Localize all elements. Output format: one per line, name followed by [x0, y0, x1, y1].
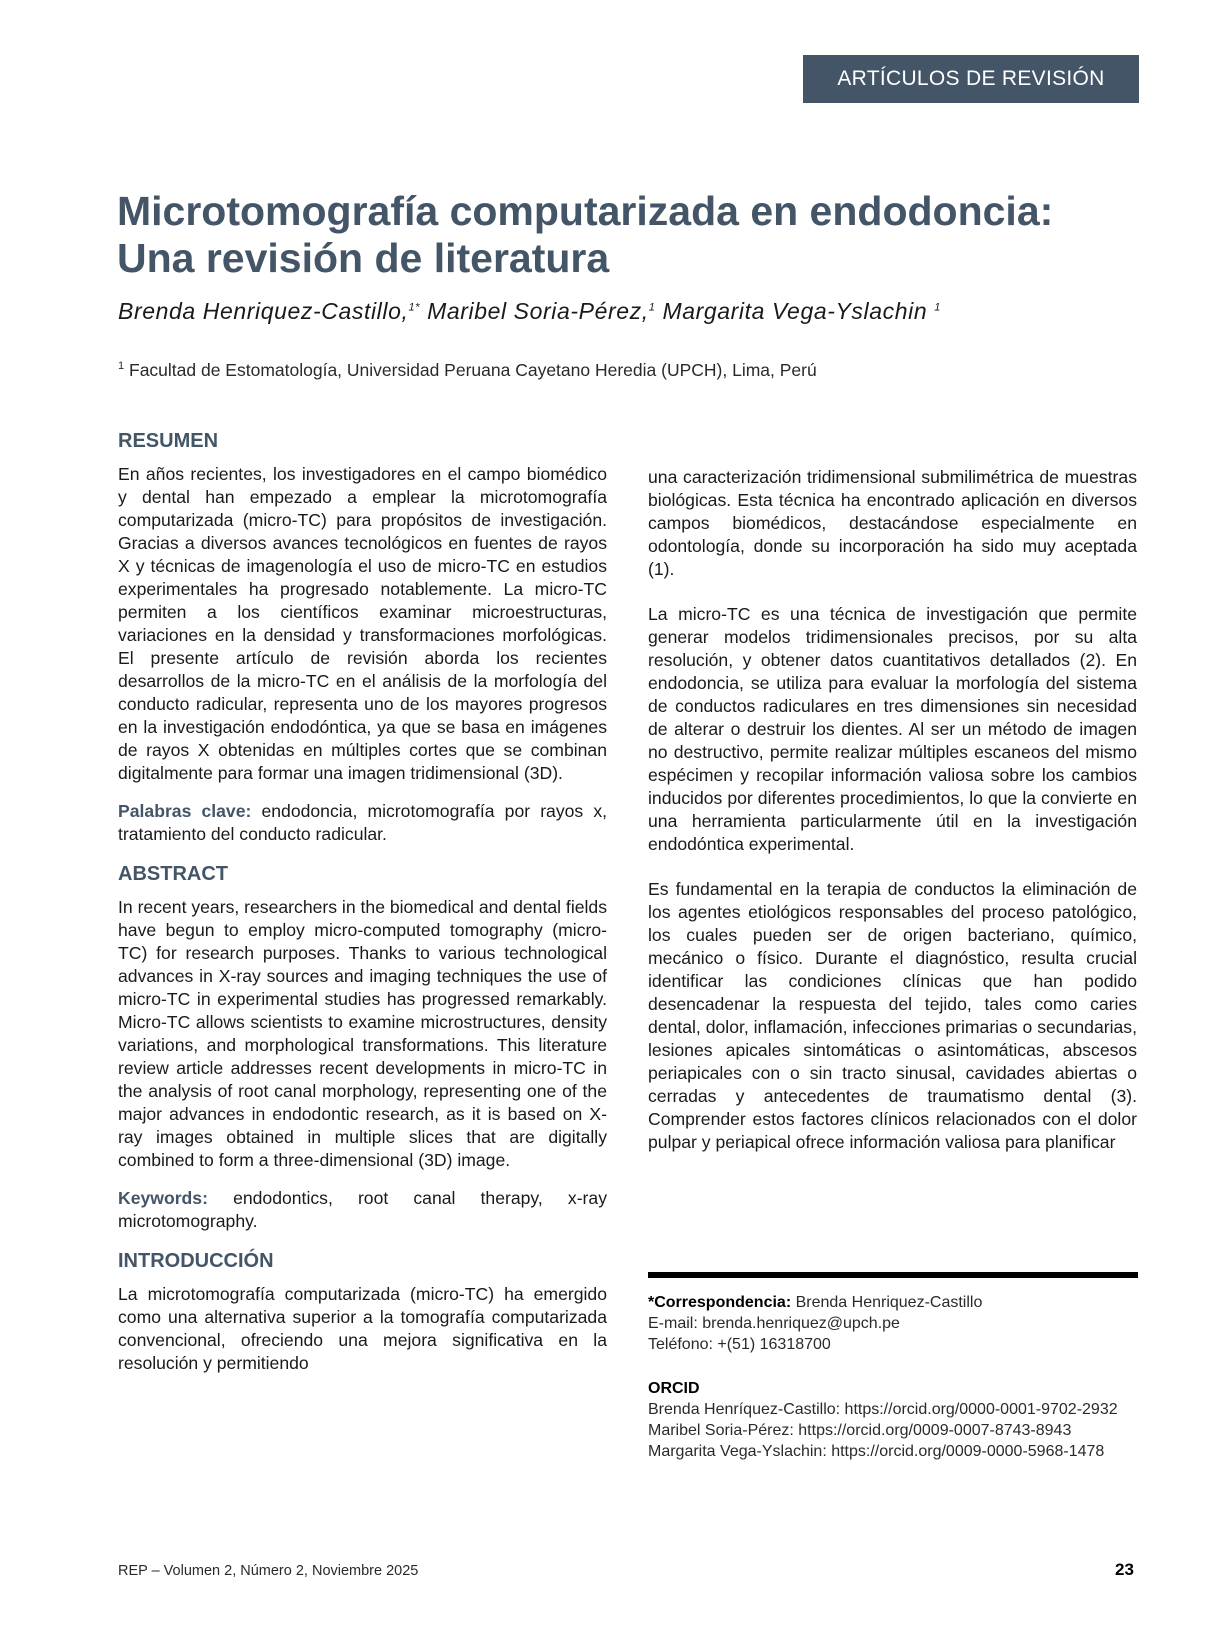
introduccion-paragraph: Es fundamental en la terapia de conductos la eliminación de los agentes etiológicos responsables del proceso patológico, los cuales pueden ser de origen bacteriano, químico, mecánico o físico. Durante el diagnóstico, resulta crucial identificar las condiciones clínicas que han podido desencadenar la respuesta del tejido, tales como caries dental, dolor, inflamación, infecciones primarias o secundarias, lesiones apicales sintomáticas o asintomáticas, abscesos periapicales con o sin tracto sinusal, cavidades abiertas o cerradas y antecedentes de traumatismo dental (3). Comprender estos factores clínicos relacionados con el dolor pulpar y periapical ofrece información valiosa para planificar: [648, 879, 1137, 1152]
right-column: [648, 466, 1137, 1176]
correspondence-divider: [648, 1272, 1138, 1278]
author-list: [118, 298, 1158, 325]
abstract-heading: ABSTRACT: [118, 863, 228, 885]
resumen-body: En años recientes, los investigadores en el campo biomédico y dental han empezado a emplear la microtomografía computarizada (micro-TC) para propósitos de investigación. Gracias a diversos avances tecnológicos en fuentes de rayos X y técnicas de imagenología el uso de micro-TC en estudios experimentales ha progresado notablemente. La micro-TC permiten a los científicos examinar microestructuras, variaciones en la densidad y transformaciones morfológicas. El presente artículo de revisión aborda los recientes desarrollos de la micro-TC en el análisis de la morfología del conducto radicular, representa uno de los mayores progresos en la investigación endodóntica, ya que se basa en imágenes de rayos X obtenidas en múltiples cortes que se combinan digitalmente para formar una imagen tridimensional (3D).: [118, 464, 607, 783]
abstract-body: In recent years, researchers in the biomedical and dental fields have begun to employ micro-computed tomography (micro-TC) for research purposes. Thanks to various technological advances in X-ray sources and imaging techniques the use of micro-TC in experimental studies has progressed remarkably. Micro-TC allows scientists to examine microstructures, density variations, and morphological transformations. This literature review article addresses recent developments in micro-TC in the analysis of root canal morphology, representing one of the major advances in endodontic research, as it is based on X-ray images obtained in multiple slices that are digitally combined to form a three-dimensional (3D) image.: [118, 897, 607, 1170]
orcid-entry[interactable]: Brenda Henríquez-Castillo: https://orcid.org/0000-0001-9702-2932: [648, 1401, 1118, 1418]
article-title: [117, 188, 1157, 282]
resumen-heading: RESUMEN: [118, 430, 219, 452]
page-number: 23: [1115, 1560, 1134, 1579]
keywords-label: Keywords:: [118, 1188, 208, 1208]
correspondence-label: *Correspondencia:: [648, 1294, 792, 1311]
introduccion-paragraph: La microtomografía computarizada (micro-TC) ha emergido como una alternativa superior a la tomografía computarizada convencional, ofreciendo una mejora significativa en la resolución y permitiendo: [118, 1284, 607, 1373]
orcid-heading: ORCID: [648, 1380, 700, 1397]
affiliation: [118, 360, 1118, 381]
introduccion-heading: INTRODUCCIÓN: [118, 1250, 274, 1272]
keywords-text: endodontics, root canal therapy, x-ray microtomography.: [118, 1188, 607, 1231]
affiliation-text: Facultad de Estomatología, Universidad Peruana Cayetano Heredia (UPCH), Lima, Perú: [129, 360, 817, 380]
left-column: [118, 428, 607, 1397]
section-banner: ARTÍCULOS DE REVISIÓN: [803, 55, 1139, 103]
journal-footer: REP – Volumen 2, Número 2, Noviembre 2025: [118, 1563, 419, 1579]
orcid-block: [648, 1378, 1138, 1462]
author-name: Brenda Henriquez-Castillo,: [118, 298, 409, 324]
orcid-entry[interactable]: Maribel Soria-Pérez: https://orcid.org/0009-0007-8743-8943: [648, 1422, 1072, 1439]
introduccion-paragraph: La micro-TC es una técnica de investigación que permite generar modelos tridimensionales precisos, por su alta resolución, y obtener datos cuantitativos detallados (2). En endodoncia, se utiliza para evaluar la morfología del sistema de conductos radiculares en tres dimensiones sin necesidad de alterar o destruir los dientes. Al ser un método de imagen no destructivo, permite realizar múltiples escaneos del mismo espécimen y recopilar información valiosa sobre los cambios inducidos por diferentes procedimientos, lo que la convierte en una herramienta particularmente útil en la investigación endodóntica experimental.: [648, 604, 1137, 854]
author-affiliation-mark: 1*: [408, 301, 421, 314]
orcid-entry[interactable]: Margarita Vega-Yslachin: https://orcid.org/0009-0000-5968-1478: [648, 1443, 1105, 1460]
author-affiliation-mark: 1: [648, 301, 656, 314]
title-line-2: Una revisión de literatura: [117, 235, 610, 281]
introduccion-paragraph: una caracterización tridimensional submilimétrica de muestras biológicas. Esta técnica ha encontrado aplicación en diversos campos biomédicos, destacándose especialmente en odontología, donde su incorporación ha sido muy aceptada (1).: [648, 467, 1137, 579]
affiliation-mark: 1: [118, 360, 125, 373]
correspondence-name: Brenda Henriquez-Castillo: [795, 1294, 983, 1311]
correspondence-block: [648, 1292, 1138, 1355]
correspondence-phone: Teléfono: +(51) 16318700: [648, 1336, 831, 1353]
title-line-1: Microtomografía computarizada en endodoncia:: [117, 188, 1054, 234]
author-name: Maribel Soria-Pérez,: [427, 298, 649, 324]
abstract-keywords: [118, 1187, 607, 1233]
correspondence-email[interactable]: E-mail: brenda.henriquez@upch.pe: [648, 1315, 900, 1332]
keywords-text: endodoncia, microtomografía por rayos x, tratamiento del conducto radicular.: [118, 801, 608, 844]
author-affiliation-mark: 1: [934, 301, 941, 314]
resumen-keywords: [118, 800, 607, 846]
keywords-label: Palabras clave:: [118, 801, 252, 821]
author-name: Margarita Vega-Yslachin: [662, 298, 928, 324]
